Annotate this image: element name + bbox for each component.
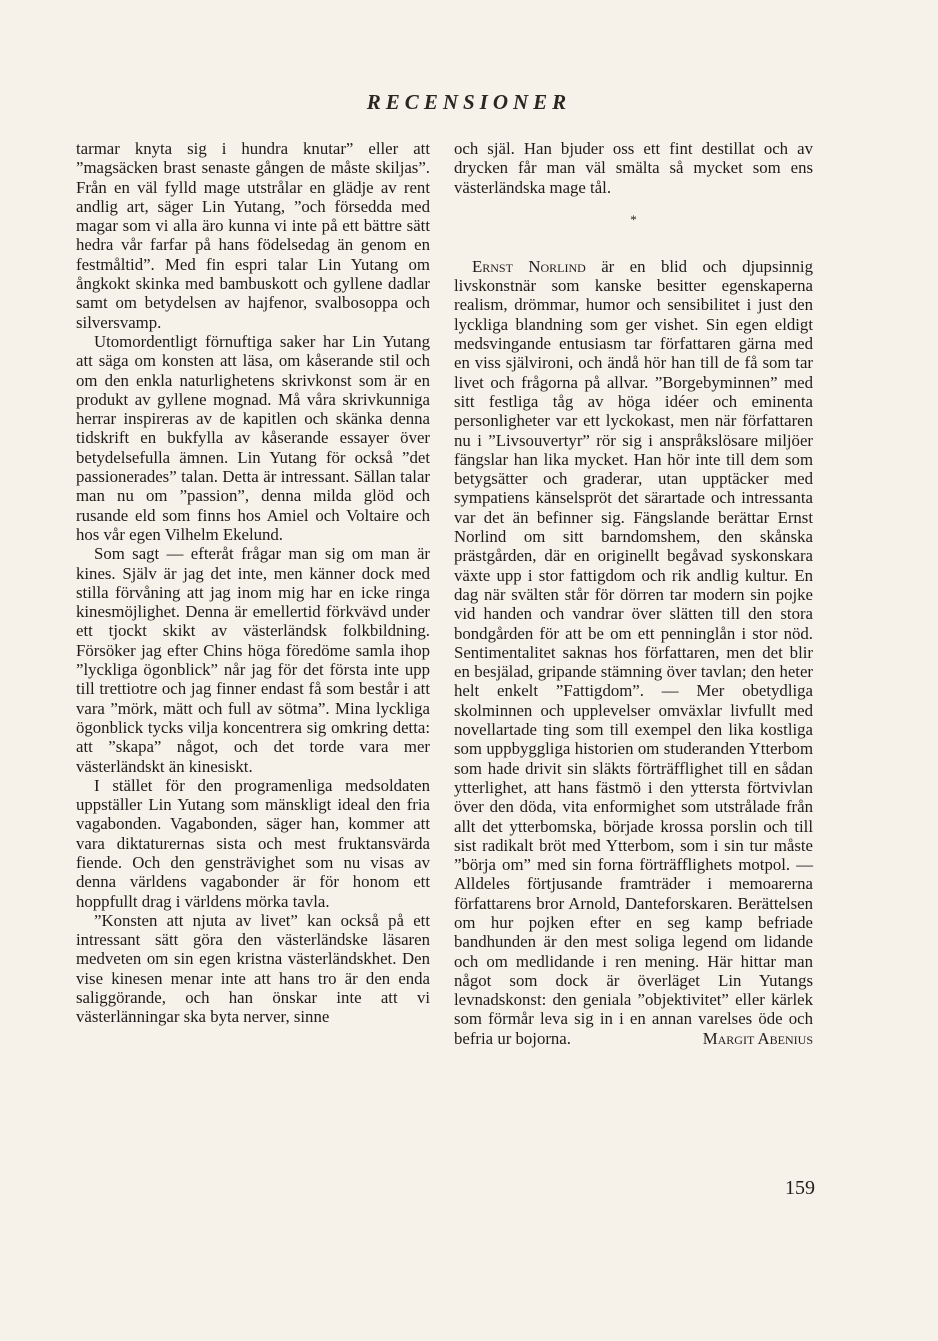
paragraph: tarmar knyta sig i hundra knutar” eller att ”magsäcken brast senaste gången de måste skiljas”. Från en väl fylld mage utstrålar en glädje av rent andlig art, säger Lin Yutang, ”och försedda med magar som vi alla äro kunna vi inte på ett bättre sätt hedra vår farfar på hans födelsedag än genom en festmåltid”. Med fin espri talar Lin Yutang om ångkokt skinka med bambuskott och gyllene dadlar samt om betydelsen av hajfenor, svalbosoppa och silversvamp.	[76, 139, 430, 332]
page-number: 159	[785, 1177, 815, 1199]
review-text: är en blid och djupsinnig livskonstnär som kanske besitter egenskaperna realism, drömmar, humor och sensibilitet i just den lyckliga blandning som ger vishet. Sin egen eldigt medsvingande entusiasm tar författaren gärna med en viss självironi, och ändå hör han till de få som tar livet och frågorna på allvar. ”Borgebyminnen” med sitt festliga tåg av höga idéer och eminenta personligheter var ett lyckokast, men när författaren nu i ”Livsouvertyr” rör sig i anspråkslösare miljöer fängslar han lika mycket. Han hör inte till dem som betygsätter och graderar, utan upptäcker med sympatiens känselspröt det särartade och intressanta var det än befinner sig. Fängslande berättar Ernst Norlind om sitt barndomshem, den skånska prästgården, där en originellt begåvad syskonskara växte upp i stor fattigdom och rik andlig kultur. En dag när svälten står för dörren tar modern sin pojke vid handen och vandrar över slätten till den stora bondgården för att be om ett penninglån i stor nöd. Sentimentalitet saknas hos författaren, men det blir en besjälad, gripande stämning över tavlan; den heter helt enkelt ”Fattigdom”. — Mer obetydliga skolminnen och upplevelser omväxlar livfullt med novellartade ting som till exempel den lika kostliga som uppbyggliga historien om studeranden Ytterbom som hade drivit sin släkts förträfflighet till en sådan ytterlighet, att hans fästmö i den yttersta förtvivlan över den döda, vita enformighet som utstrålade från allt det ytterbomska, började krossa porslin och till sist radikalt bröt med Ytterbom, som i sin tur måste ”börja om” med sin forna förträfflighets motpol. — Alldeles förtjusande framträder i memoarerna författarens bror Arnold, Danteforskaren. Berättelsen om hur pojken efter en seg kamp befriade bandhunden är den mest soliga legend om lidande och om medlidande i ren mening. Här hittar man något som dock är överläget Lin Yutangs levnadskonst: den geniala ”objektivitet” eller kärlek som förmår leva sig in i en annan varelses öde och befria ur bojorna.	[454, 256, 813, 1048]
left-column	[76, 139, 430, 1027]
reviewed-author: Ernst Norlind	[472, 256, 586, 276]
section-separator: *	[630, 211, 637, 227]
right-column	[454, 139, 813, 1048]
review-paragraph	[454, 257, 813, 1048]
paragraph: Utomordentligt förnuftiga saker har Lin Yutang att säga om konsten att läsa, om kåserande stil och om den enkla naturlighetens skrivkonst som är en produkt av gyllene mognad. Må våra skrivkunniga herrar inspireras av de kapitlen och skänka denna tidskrift en bukfylla av kåserande essayer över betydelsefulla ämnen. Lin Yutang för också ”det passionerades” talan. Detta är intressant. Sällan talar man nu om ”passion”, denna milda glöd och rusande eld som finns hos Amiel och Voltaire och hos vår egen Vilhelm Ekelund.	[76, 331, 430, 544]
paragraph: ”Konsten att njuta av livet” kan också på ett intressant sätt göra den västerländske läsaren medveten om sin egen kristna västerländskhet. Den vise kinesen menar inte att hans tro är den enda saliggörande, och han önskar inte att vi västerlänningar ska byta nerver, sinne	[76, 910, 430, 1027]
paragraph: I stället för den programenliga medsoldaten uppställer Lin Yutang som mänskligt ideal den fria vagabonden. Vagabonden, säger han, kommer att vara diktaturernas sista och mest fruktansvärda fiende. Och den gensträvighet som nu visas av denna världens vagabonder är för honom ett hoppfullt drag i världens mörka tavla.	[76, 775, 430, 911]
author-signature: Margit Abenius	[702, 1029, 813, 1049]
paragraph: och själ. Han bjuder oss ett fint destillat och av drycken får man väl smälta så mycket som ens västerländska mage tål.	[454, 139, 813, 197]
running-header: RECENSIONER	[366, 90, 572, 114]
paragraph: Som sagt — efteråt frågar man sig om man är kines. Själv är jag det inte, men känner dock med stilla förvåning att jag inom mig har en icke ringa kinesmöjlighet. Denna är emellertid förkvävd under ett tjockt skikt av västerländsk folkbildning. Försöker jag efter Chins höga föredöme samla ihop ”lyckliga ögonblick” når jag för det första inte upp till trettiotre och jag finner endast få som består i att vara ”mörk, mätt och full av sötma”. Mina lyckliga ögonblick tycks vilja koncentrera sig omkring detta: att ”skapa” något, och det torde vara mer västerländskt än kinesiskt.	[76, 544, 430, 776]
